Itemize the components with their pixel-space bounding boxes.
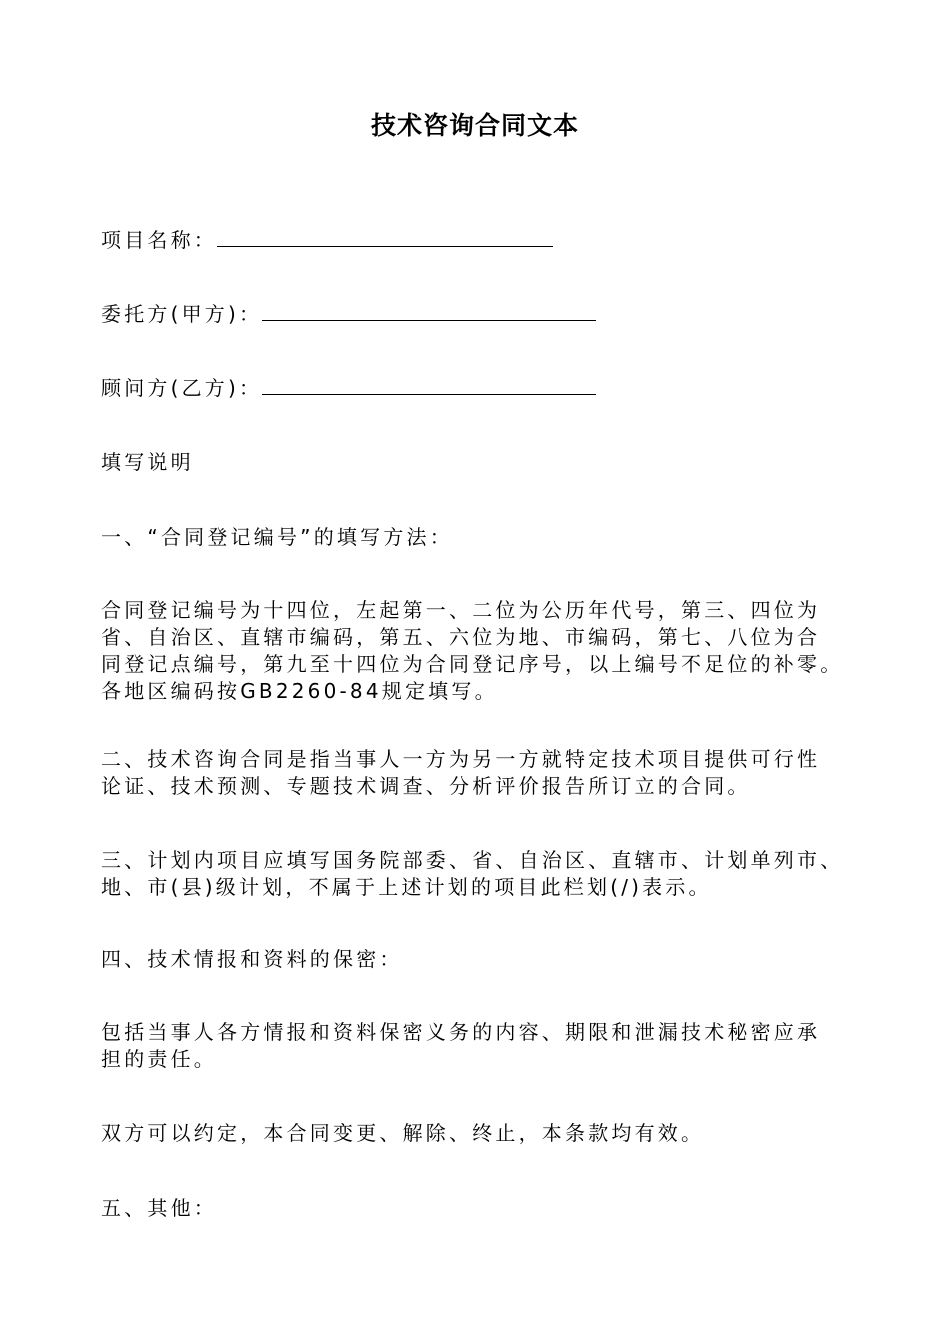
item2-line: 论证、技术预测、专题技术调查、分析评价报告所订立的合同。	[101, 774, 751, 798]
item4-note: 双方可以约定，本合同变更、解除、终止，本条款均有效。	[101, 1121, 705, 1145]
item1-paragraph	[101, 597, 861, 705]
item4-paragraph	[101, 1019, 861, 1073]
item1-line: 同登记点编号，第九至十四位为合同登记序号，以上编号不足位的补零。	[101, 652, 844, 676]
field-client-label: 委托方(甲方)：	[101, 302, 263, 326]
item2-paragraph	[101, 746, 861, 800]
field-project-name-blank[interactable]	[217, 226, 553, 247]
field-consultant-label: 顾问方(乙方)：	[101, 376, 263, 400]
section-heading: 填写说明	[101, 450, 194, 474]
item4-heading: 四、技术情报和资料的保密：	[101, 947, 403, 971]
field-client-blank[interactable]	[262, 300, 596, 321]
item4-line: 包括当事人各方情报和资料保密义务的内容、期限和泄漏技术秘密应承	[101, 1020, 821, 1044]
item1-line: 合同登记编号为十四位，左起第一、二位为公历年代号，第三、四位为	[101, 598, 821, 622]
item2-line: 二、技术咨询合同是指当事人一方为另一方就特定技术项目提供可行性	[101, 747, 821, 771]
item5-heading: 五、其他：	[101, 1196, 217, 1220]
item3-line: 地、市(县)级计划，不属于上述计划的项目此栏划(/)表示。	[101, 875, 712, 899]
document-title: 技术咨询合同文本	[370, 111, 579, 140]
item1-line: 省、自治区、直辖市编码，第五、六位为地、市编码，第七、八位为合	[101, 625, 821, 649]
field-project-name-label: 项目名称：	[101, 228, 217, 252]
item4-line: 担的责任。	[101, 1047, 217, 1071]
item1-heading: 一、“合同登记编号”的填写方法：	[101, 525, 453, 549]
item3-paragraph	[101, 847, 861, 901]
field-consultant-blank[interactable]	[262, 374, 596, 395]
field-consultant	[101, 374, 596, 401]
field-client	[101, 300, 596, 327]
field-project-name	[101, 226, 553, 253]
item1-line: 各地区编码按GB2260-84规定填写。	[101, 679, 498, 703]
item3-line: 三、计划内项目应填写国务院部委、省、自治区、直辖市、计划单列市、	[101, 848, 844, 872]
